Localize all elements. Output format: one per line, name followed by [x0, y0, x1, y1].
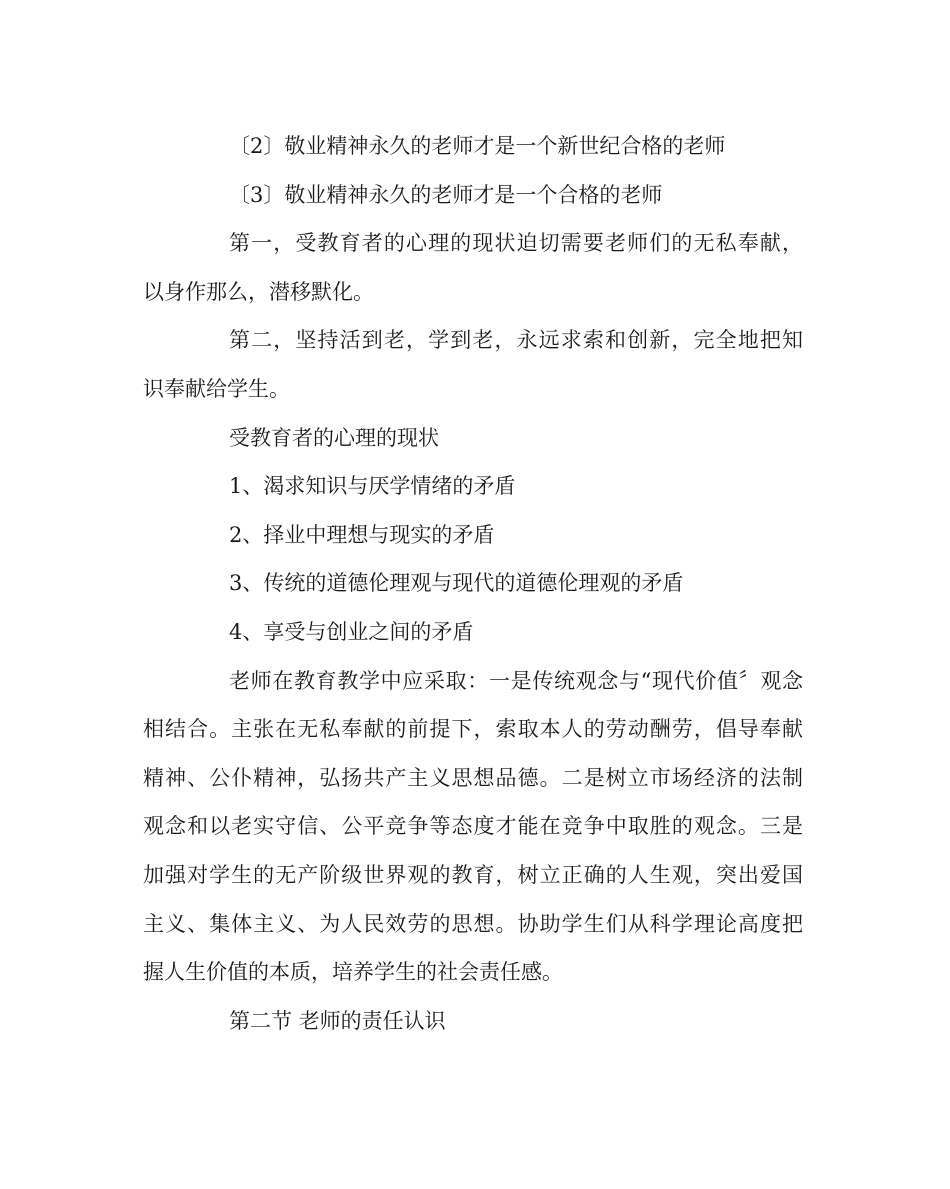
paragraph-item-3: 〔3〕敬业精神永久的老师才是一个合格的老师: [229, 183, 663, 207]
paragraph-first-line-2: 以身作那么，潜移默化。: [143, 280, 374, 304]
paragraph-second-line-2: 识奉献给学生。: [143, 377, 290, 401]
list-item-2: 2、择业中理想与现实的矛盾: [229, 523, 495, 547]
section-heading: 第二节 老师的责任认识: [229, 1009, 446, 1033]
paragraph-second-line-1: 第二，坚持活到老，学到老，永远求索和创新，完全地把知: [229, 328, 803, 352]
paragraph-approach-line-1: 老师在教育教学中应采取：一是传统观念与“现代价值〞观念: [229, 669, 803, 693]
paragraph-approach-line-4: 观念和以老实守信、公平竞争等态度才能在竞争中取胜的观念。三是: [143, 814, 803, 838]
paragraph-approach-line-3: 精神、公仆精神，弘扬共产主义思想品德。二是树立市场经济的法制: [143, 766, 803, 790]
paragraph-first-line-1: 第一，受教育者的心理的现状迫切需要老师们的无私奉献，: [229, 231, 803, 255]
paragraph-approach-line-6: 主义、集体主义、为人民效劳的思想。协助学生们从科学理论高度把: [143, 912, 803, 936]
paragraph-approach-line-2: 相结合。主张在无私奉献的前提下，索取本人的劳动酬劳，倡导奉献: [143, 717, 803, 741]
paragraph-approach-line-7: 握人生价值的本质，培养学生的社会责任感。: [143, 960, 563, 984]
list-item-1: 1、渴求知识与厌学情绪的矛盾: [229, 474, 516, 498]
list-item-3: 3、传统的道德伦理观与现代的道德伦理观的矛盾: [229, 571, 684, 595]
paragraph-item-2: 〔2〕敬业精神永久的老师才是一个新世纪合格的老师: [229, 134, 726, 158]
list-item-4: 4、享受与创业之间的矛盾: [229, 620, 474, 644]
paragraph-approach-line-5: 加强对学生的无产阶级世界观的教育，树立正确的人生观，突出爱国: [143, 863, 803, 887]
subheading-learner-psychology: 受教育者的心理的现状: [229, 426, 439, 450]
